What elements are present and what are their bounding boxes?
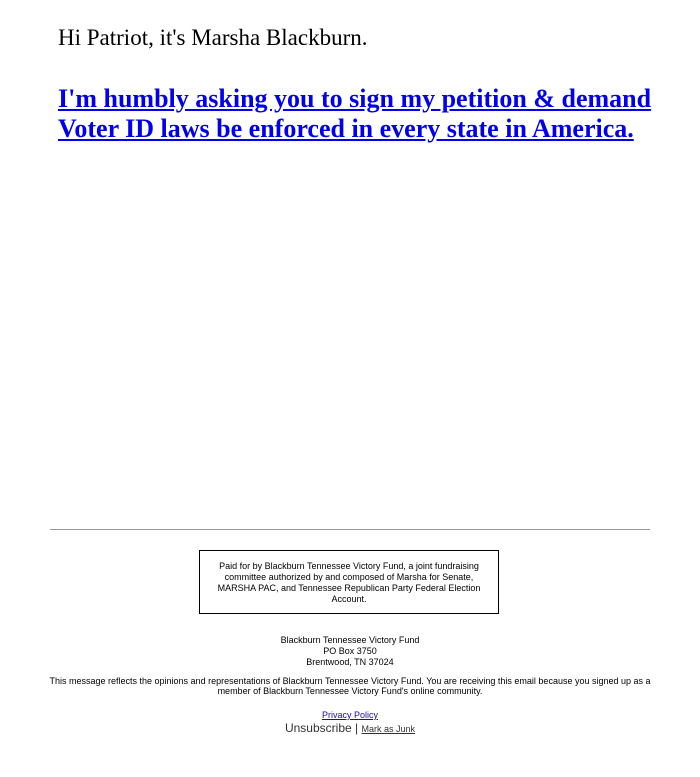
paid-for-disclaimer: Paid for by Blackburn Tennessee Victory Fund, a joint fundraising committee authorized by and composed of Marsha for Senate, MARSHA PAC, and Tennessee Republican Party Federal Election Account. [199, 550, 499, 614]
headline-paragraph [58, 84, 658, 144]
unsubscribe-link[interactable]: Unsubscribe [284, 721, 352, 735]
mailing-address [50, 635, 650, 668]
greeting-text: Hi Patriot, it's Marsha Blackburn. [58, 25, 368, 50]
petition-link[interactable]: I'm humbly asking you to sign my petition & demand Voter ID laws be enforced in every state in America. [58, 84, 652, 143]
privacy-policy-link[interactable]: Privacy Policy [321, 710, 378, 720]
address-po-box: PO Box 3750 [323, 646, 377, 656]
mark-as-junk-link[interactable]: Mark as Junk [361, 724, 416, 734]
address-city: Brentwood, TN 37024 [306, 657, 394, 667]
address-name: Blackburn Tennessee Victory Fund [280, 635, 420, 645]
email-body [58, 22, 658, 144]
subscription-notice: This message reflects the opinions and representations of Blackburn Tennessee Victory Fund. You are receiving this email because you signed up as a member of Blackburn Tennessee Victory Fund's online community. [49, 676, 651, 696]
footer-divider [50, 529, 650, 530]
separator: | [355, 721, 359, 735]
privacy-row [50, 710, 650, 721]
unsubscribe-row [50, 721, 650, 736]
